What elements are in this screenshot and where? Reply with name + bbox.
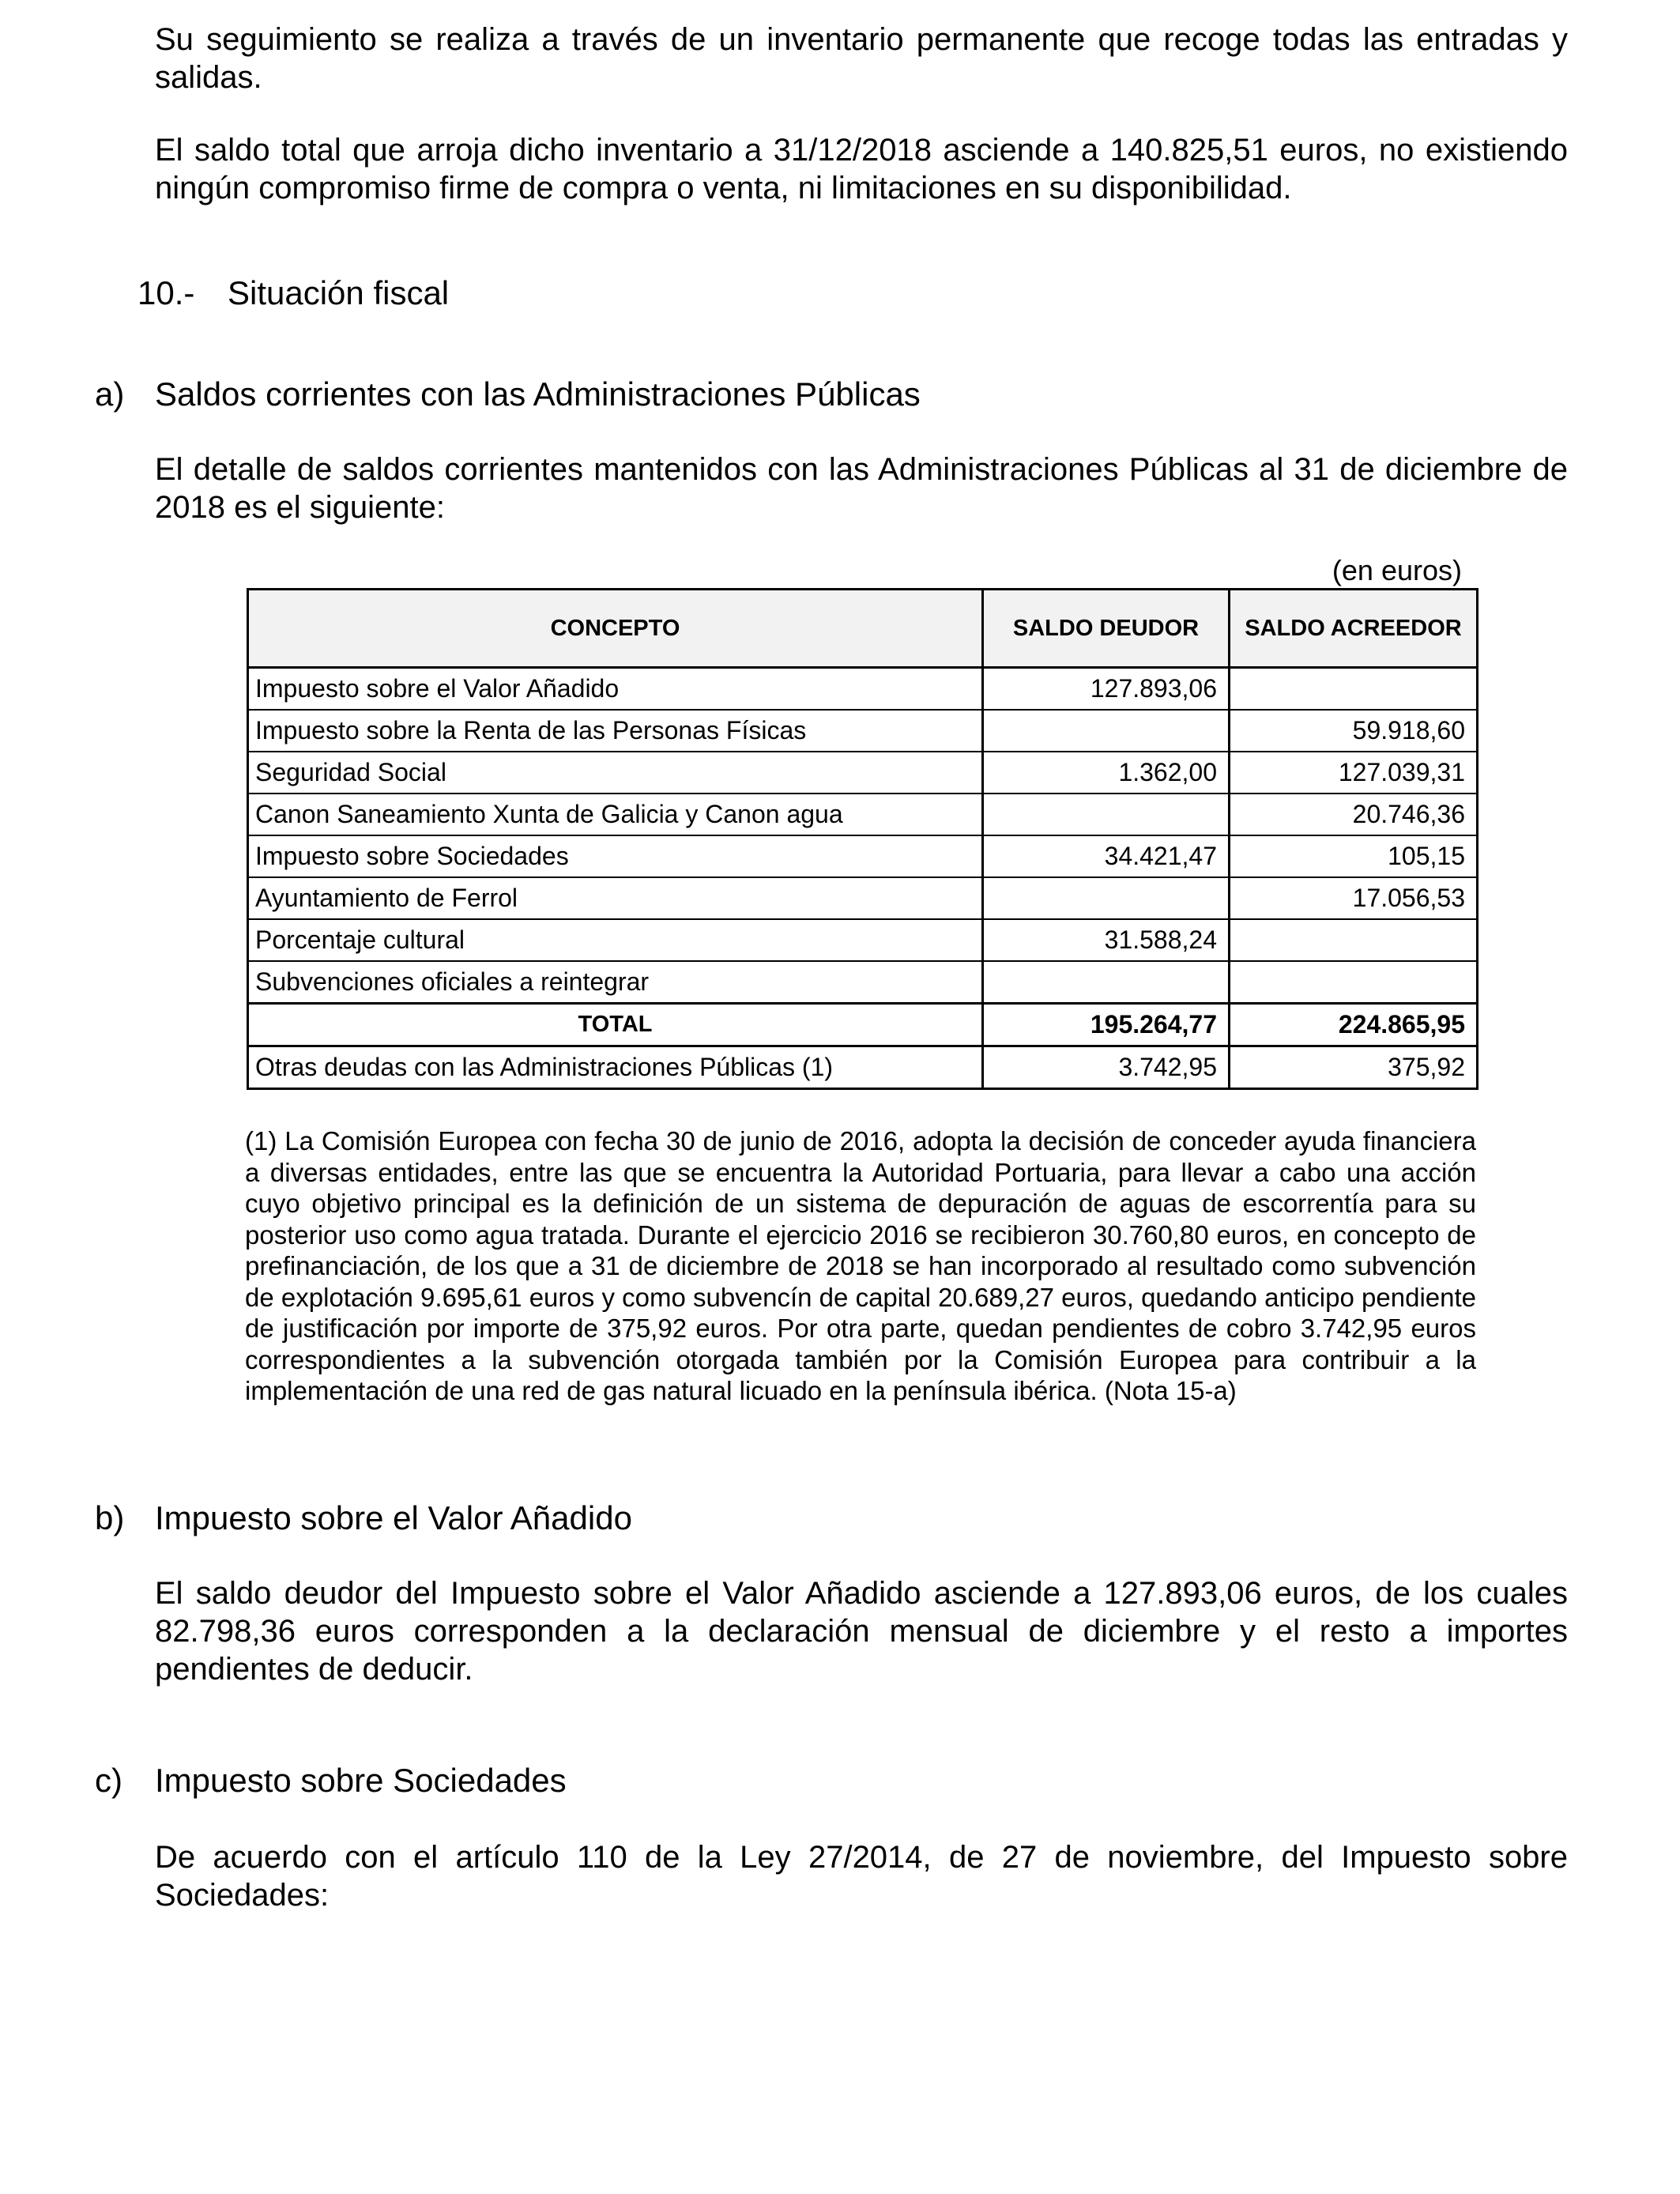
header-saldo-deudor: SALDO DEUDOR xyxy=(983,590,1230,668)
total-acreedor: 224.865,95 xyxy=(1230,1004,1478,1046)
cell-deudor: 127.893,06 xyxy=(983,668,1230,711)
section-a-paragraph: El detalle de saldos corrientes mantenidos con las Administraciones Públicas al 31 de diciembre de 2018 es el siguiente: xyxy=(155,452,1568,525)
section-10-title: Situación fiscal xyxy=(228,274,450,311)
cell-concepto: Impuesto sobre el Valor Añadido xyxy=(248,668,983,711)
table-row xyxy=(248,835,1478,877)
section-a-marker: a) xyxy=(95,375,125,413)
total-deudor: 195.264,77 xyxy=(983,1004,1230,1046)
fiscal-balances-table xyxy=(247,588,1478,1090)
section-a-title: Saldos corrientes con las Administraciones Públicas xyxy=(155,375,921,413)
table-header-row xyxy=(248,590,1478,668)
cell-concepto: Porcentaje cultural xyxy=(248,919,983,961)
section-c-marker: c) xyxy=(95,1762,122,1799)
cell-deudor: 34.421,47 xyxy=(983,835,1230,877)
cell-deudor xyxy=(983,961,1230,1004)
cell-acreedor xyxy=(1230,919,1478,961)
cell-deudor: 1.362,00 xyxy=(983,752,1230,794)
cell-acreedor: 375,92 xyxy=(1230,1046,1478,1089)
section-c-title: Impuesto sobre Sociedades xyxy=(155,1762,567,1799)
section-c-paragraph: De acuerdo con el artículo 110 de la Ley 27/2014, de 27 de noviembre, del Impuesto sobre Sociedades: xyxy=(155,1840,1568,1913)
cell-deudor: 3.742,95 xyxy=(983,1046,1230,1089)
cell-concepto: Impuesto sobre la Renta de las Personas Físicas xyxy=(248,710,983,752)
section-b-marker: b) xyxy=(95,1499,125,1536)
table-row xyxy=(248,961,1478,1004)
cell-acreedor xyxy=(1230,668,1478,711)
cell-deudor: 31.588,24 xyxy=(983,919,1230,961)
table-footnote: (1) La Comisión Europea con fecha 30 de junio de 2016, adopta la decisión de conceder ayuda financiera a diversas entidades, entre las que se encuentra la Autoridad Portuaria, para llevar a cabo una acción cuyo objetivo principal es la definición de un sistema de depuración de aguas de escorrentía para su posterior uso como agua tratada. Durante el ejercicio 2016 se recibieron 30.760,80 euros, en concepto de prefinanciación, de los que a 31 de diciembre de 2018 se han incorporado al resultado como subvención de explotación 9.695,61 euros y como subvencín de capital 20.689,27 euros, quedando anticipo pendiente de justificación por importe de 375,92 euros. Por otra parte, quedan pendientes de cobro 3.742,95 euros correspondientes a la subvención otorgada también por la Comisión Europea para contribuir a la implementación de una red de gas natural licuado en la península ibérica. (Nota 15-a) xyxy=(245,1126,1476,1405)
total-label: TOTAL xyxy=(248,1004,983,1046)
section-10-heading xyxy=(137,273,449,313)
intro-paragraph-balance: El saldo total que arroja dicho inventario a 31/12/2018 asciende a 140.825,51 euros, no existiendo ningún compromiso firme de compra o venta, ni limitaciones en su disponibilidad. xyxy=(155,133,1568,205)
section-b-title: Impuesto sobre el Valor Añadido xyxy=(155,1499,632,1536)
table-total-row xyxy=(248,1004,1478,1046)
cell-acreedor xyxy=(1230,961,1478,1004)
cell-concepto: Otras deudas con las Administraciones Públicas (1) xyxy=(248,1046,983,1089)
table-other-debts-row xyxy=(248,1046,1478,1089)
cell-deudor xyxy=(983,794,1230,835)
table-row xyxy=(248,710,1478,752)
cell-concepto: Impuesto sobre Sociedades xyxy=(248,835,983,877)
header-concepto: CONCEPTO xyxy=(248,590,983,668)
cell-deudor xyxy=(983,710,1230,752)
cell-acreedor: 59.918,60 xyxy=(1230,710,1478,752)
cell-concepto: Ayuntamiento de Ferrol xyxy=(248,877,983,919)
cell-concepto: Canon Saneamiento Xunta de Galicia y Canon agua xyxy=(248,794,983,835)
section-b-paragraph: El saldo deudor del Impuesto sobre el Valor Añadido asciende a 127.893,06 euros, de los cuales 82.798,36 euros corresponden a la declaración mensual de diciembre y el resto a importes pendientes de deducir. xyxy=(155,1576,1568,1687)
cell-deudor xyxy=(983,877,1230,919)
header-saldo-acreedor: SALDO ACREEDOR xyxy=(1230,590,1478,668)
table-row xyxy=(248,668,1478,711)
intro-paragraph-inventory: Su seguimiento se realiza a través de un inventario permanente que recoge todas las entradas y salidas. xyxy=(155,22,1568,95)
cell-concepto: Seguridad Social xyxy=(248,752,983,794)
cell-acreedor: 20.746,36 xyxy=(1230,794,1478,835)
table-row xyxy=(248,794,1478,835)
table-unit-label: (en euros) xyxy=(1332,554,1462,586)
table-row xyxy=(248,752,1478,794)
cell-concepto: Subvenciones oficiales a reintegrar xyxy=(248,961,983,1004)
cell-acreedor: 17.056,53 xyxy=(1230,877,1478,919)
table-row xyxy=(248,877,1478,919)
cell-acreedor: 127.039,31 xyxy=(1230,752,1478,794)
cell-acreedor: 105,15 xyxy=(1230,835,1478,877)
section-10-number: 10.- xyxy=(137,274,195,311)
table-row xyxy=(248,919,1478,961)
